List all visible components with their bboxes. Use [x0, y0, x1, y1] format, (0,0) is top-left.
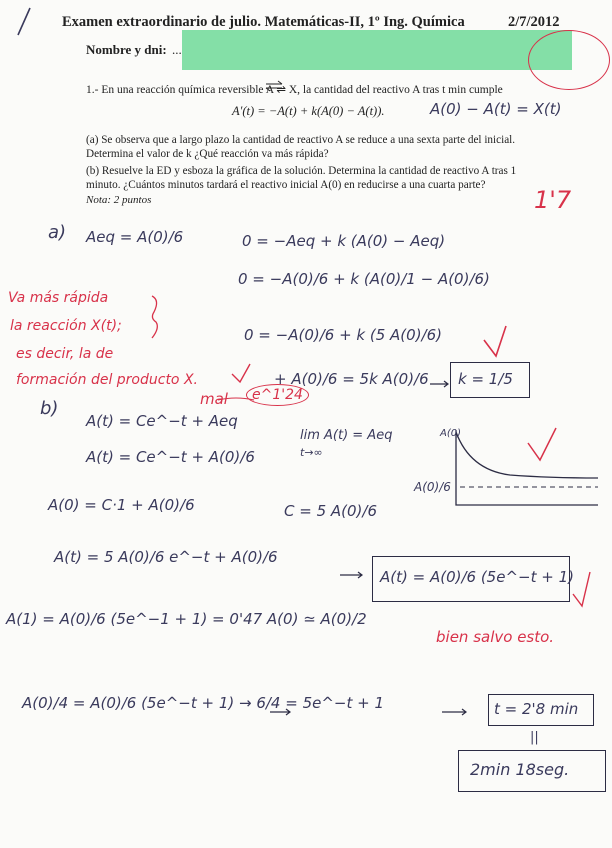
limit-subscript: t→∞ [300, 446, 323, 459]
side-note-line-2: la reacción X(t); [10, 318, 122, 334]
teacher-remark: bien salvo esto. [436, 628, 555, 646]
side-note-line-4: formación del producto X. [16, 372, 198, 388]
aeq-definition: Aeq = A(0)/6 [86, 228, 184, 246]
limit-statement: lim A(t) = Aeq [300, 428, 393, 443]
boxed-solution: A(t) = A(0)/6 (5e^−t + 1) [380, 568, 574, 586]
ode-equation: A′(t) = −A(t) + k(A(0) − A(t)). [232, 104, 385, 118]
problem-statement: 1.- En una reacción química reversible A ⇌ X, la cantidad del reactivo A tras t min cumple [86, 84, 503, 96]
exam-date: 2/7/2012 [508, 14, 560, 30]
mal-annotation: mal [200, 390, 228, 408]
final-answer: 2min 18seg. [470, 760, 570, 779]
c-value: C = 5 A(0)/6 [284, 502, 377, 520]
points-note: Nota: 2 puntos [86, 194, 152, 206]
name-value: ... [172, 42, 182, 57]
part-a-line-2: Determina el valor de k ¿Qué reacción va más rápida? [86, 148, 329, 160]
k-equation: + A(0)/6 = 5k A(0)/6 [274, 370, 429, 388]
equilibrium-substituted: 0 = −A(0)/6 + k (A(0)/1 − A(0)/6) [238, 270, 490, 288]
general-solution-substituted: A(t) = Ce^−t + A(0)/6 [86, 448, 255, 466]
equilibrium-simplified: 0 = −A(0)/6 + k (5 A(0)/6) [244, 326, 443, 344]
part-b-label: b) [40, 398, 59, 419]
t-result: t = 2'8 min [494, 700, 579, 718]
quarter-equation: A(0)/4 = A(0)/6 (5e^−t + 1) → 6/4 = 5e^−t + 1 [22, 694, 385, 712]
grade-value: 1'7 [534, 186, 572, 214]
side-note-line-3: es decir, la de [16, 346, 114, 362]
equilibrium-equation: 0 = −Aeq + k (A(0) − Aeq) [242, 232, 446, 250]
name-label: Nombre y dni: [86, 42, 167, 57]
redaction-highlight [182, 30, 572, 70]
particular-solution: A(t) = 5 A(0)/6 e^−t + A(0)/6 [54, 548, 278, 566]
initial-condition: A(0) = C·1 + A(0)/6 [48, 496, 195, 514]
general-solution: A(t) = Ce^−t + Aeq [86, 412, 238, 430]
handwritten-x-relation: A(0) − A(t) = X(t) [430, 100, 562, 118]
side-note-line-1: Va más rápida [8, 290, 109, 306]
exam-title: Examen extraordinario de julio. Matemáticas-II, 1º Ing. Química [62, 14, 465, 30]
a-one-evaluation: A(1) = A(0)/6 (5e^−1 + 1) = 0'47 A(0) ≃ A(0)/2 [6, 610, 367, 628]
part-b-line-2: minuto. ¿Cuántos minutos tardará el reactivo inicial A(0) en reducirse a una cuarta parte? [86, 179, 486, 191]
graph-asymptote-label: A(0)/6 [414, 480, 451, 494]
e-power-annotation: e^1'24 [246, 384, 309, 406]
graph-y-label: A(0) [440, 428, 462, 439]
part-b-line-1: (b) Resuelve la ED y esboza la gráfica de la solución. Determina la cantidad de reactivo A tras 1 [86, 165, 517, 177]
equivalence-mark: || [530, 730, 539, 745]
part-a-line-1: (a) Se observa que a largo plazo la cantidad de reactivo A se reduce a una sexta parte del inicial. [86, 134, 516, 146]
k-result: k = 1/5 [458, 370, 513, 388]
grade-circle [528, 30, 610, 90]
part-a-label: a) [48, 222, 67, 243]
